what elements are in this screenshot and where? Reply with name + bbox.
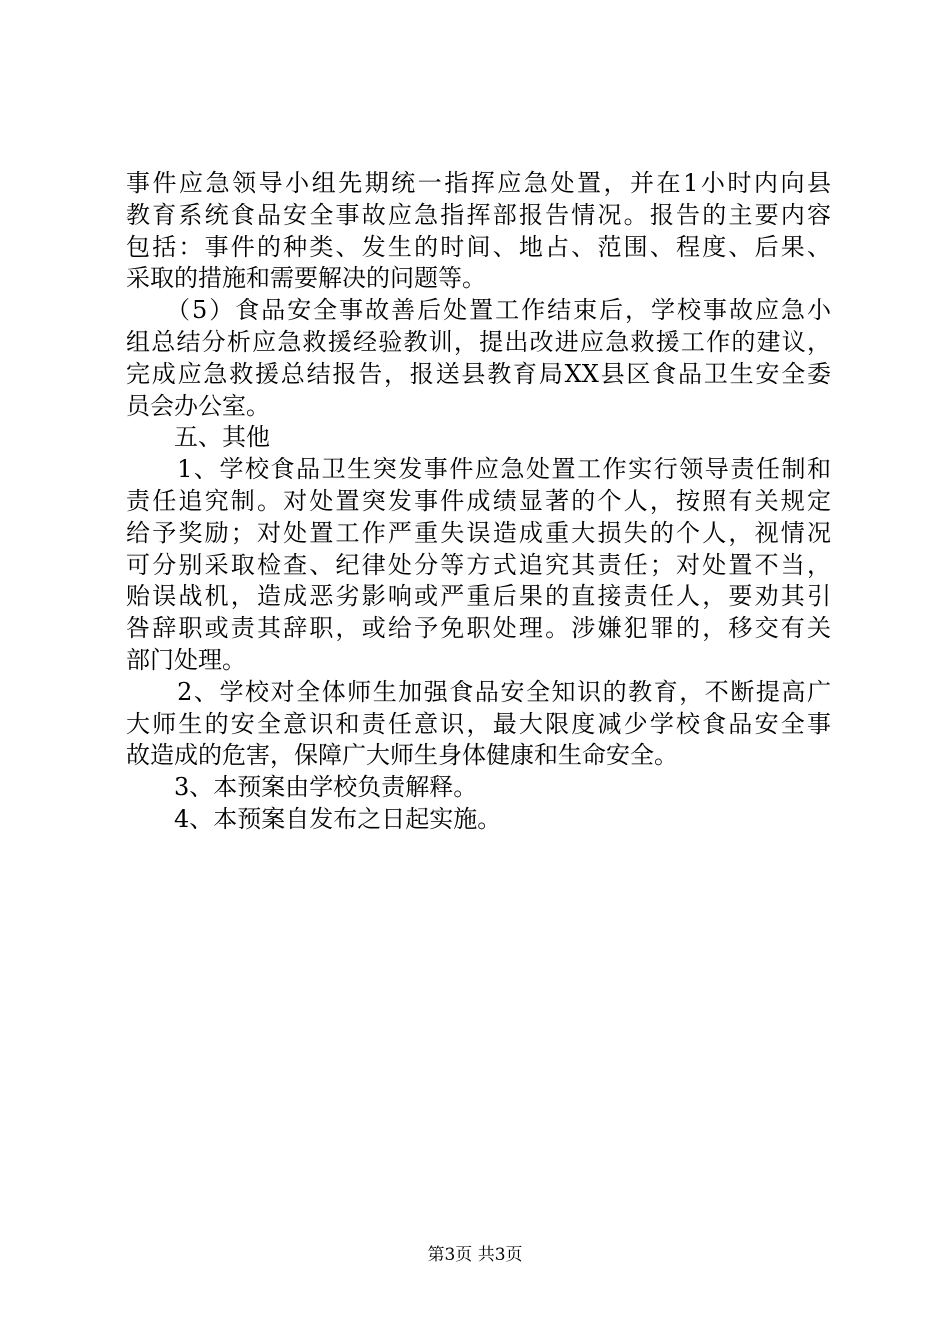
text-line: 1、学校食品卫生突发事件应急处置工作实行领导责任制和: [126, 455, 831, 484]
text-line: 给予奖励；对处置工作严重失误造成重大损失的个人，视情况: [126, 518, 831, 547]
text-line: 4、本预案自发布之日起实施。: [126, 804, 502, 833]
text-line: 故造成的危害，保障广大师生身体健康和生命安全。: [126, 741, 678, 770]
text-line: 大师生的安全意识和责任意识，最大限度减少学校食品安全事: [126, 709, 831, 738]
text-line: 部门处理。: [126, 645, 246, 674]
text-line: 采取的措施和需要解决的问题等。: [126, 264, 486, 293]
text-line: （5）食品安全事故善后处置工作结束后，学校事故应急小: [126, 296, 831, 325]
text-line: 贻误战机，造成恶劣影响或严重后果的直接责任人，要劝其引: [126, 582, 831, 611]
text-line: 事件应急领导小组先期统一指挥应急处置，并在1小时内向县: [126, 169, 831, 197]
document-body: [126, 168, 831, 836]
text-line: 员会办公室。: [126, 391, 270, 420]
text-line: 五、其他: [126, 423, 270, 452]
text-line: 2、学校对全体师生加强食品安全知识的教育，不断提高广: [126, 677, 831, 706]
text-line: 完成应急救援总结报告，报送县教育局XX县区食品卫生安全委: [126, 359, 831, 388]
text-line: 责任追究制。对处置突发事件成绩显著的个人，按照有关规定: [126, 486, 831, 515]
text-line: 包括：事件的种类、发生的时间、地占、范围、程度、后果、: [126, 232, 831, 261]
text-line: 咎辞职或责其辞职，或给予免职处理。涉嫌犯罪的，移交有关: [126, 614, 831, 643]
text-line: 3、本预案由学校负责解释。: [126, 773, 478, 802]
text-line: 可分别采取检查、纪律处分等方式追究其责任；对处置不当，: [126, 550, 831, 579]
page-footer: 第3页 共3页: [427, 1245, 523, 1265]
text-line: 教育系统食品安全事故应急指挥部报告情况。报告的主要内容: [126, 200, 831, 229]
text-line: 组总结分析应急救援经验教训，提出改进应急救援工作的建议，: [126, 327, 831, 356]
